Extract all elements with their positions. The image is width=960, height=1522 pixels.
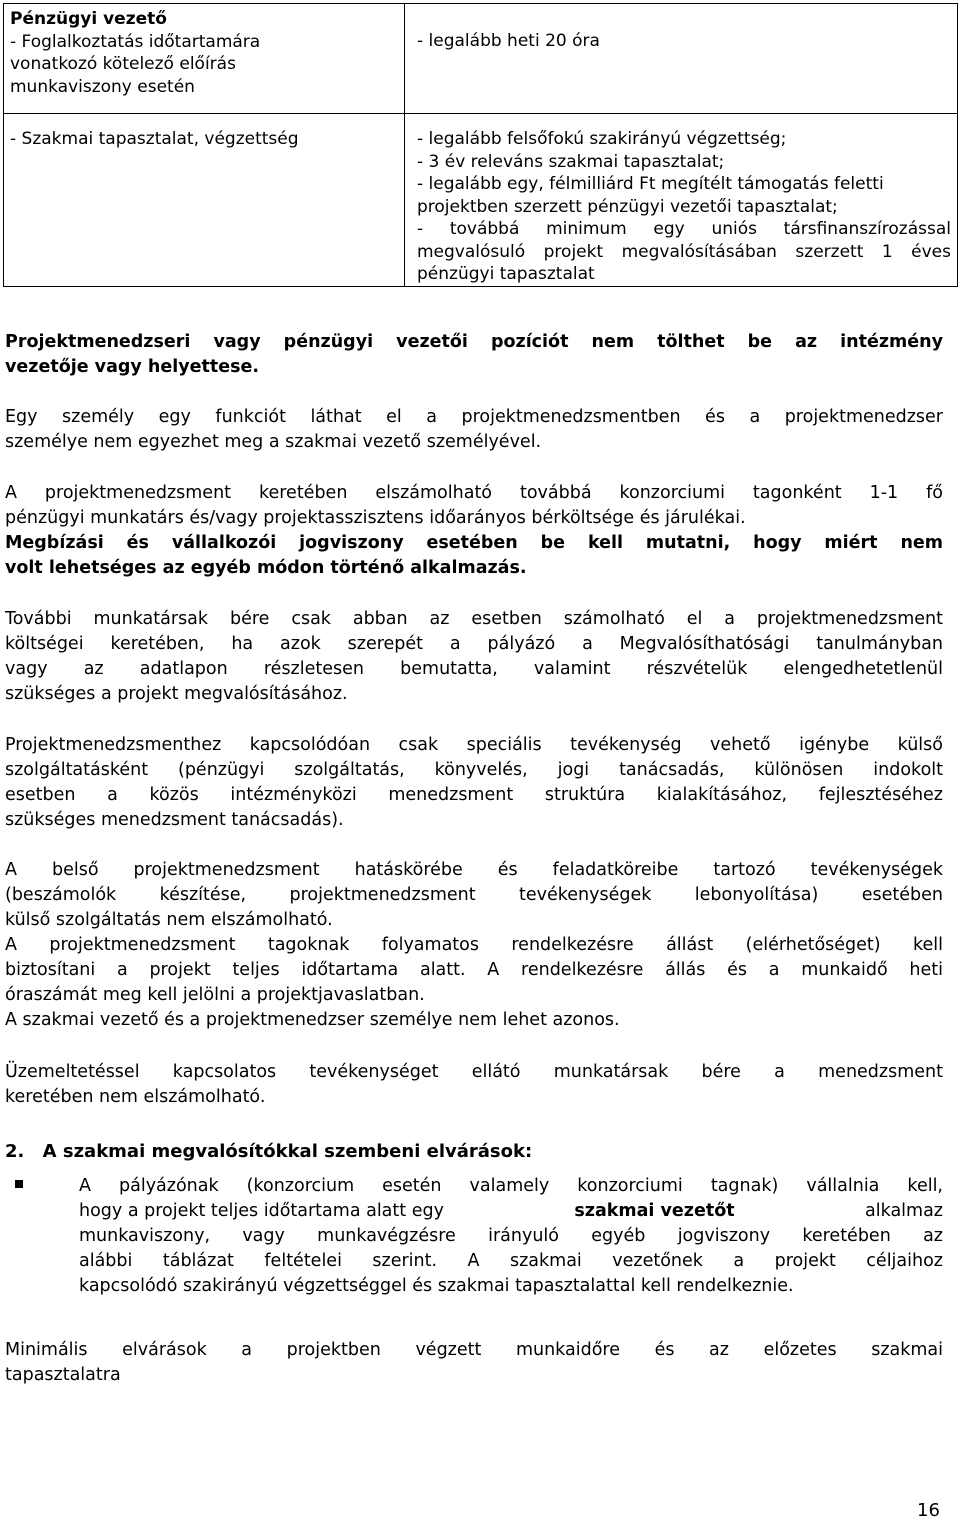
paragraph-line: A szakmai vezető és a projektmenedzser személye nem lehet azonos.	[5, 1010, 620, 1030]
paragraph-line: óraszámát meg kell jelölni a projektjavaslatban.	[5, 985, 425, 1005]
table-cell-line: - továbbá minimum egy uniós társfinanszírozással	[417, 219, 951, 239]
paragraph-line: munkaviszony, vagy munkavégzésre irányuló egyéb jogviszony keretében az	[79, 1226, 943, 1246]
square-bullet-icon	[15, 1180, 23, 1188]
paragraph	[5, 1060, 943, 1110]
paragraph-line: személye nem egyezhet meg a szakmai vezető személyével.	[5, 432, 542, 452]
table-cell-line: munkaviszony esetén	[10, 76, 195, 97]
paragraph-line: külső szolgáltatás nem elszámolható.	[5, 910, 333, 930]
section-number: 2.	[5, 1141, 25, 1162]
table-cell-line: - legalább egy, félmilliárd Ft megítélt támogatás feletti	[417, 174, 884, 194]
paragraph-line: szolgáltatásként (pénzügyi szolgáltatás, könyvelés, jogi tanácsadás, különösen indokolt	[5, 760, 943, 780]
table-cell-line: vonatkozó kötelező előírás	[10, 54, 236, 74]
paragraph-line: alábbi táblázat feltételei szerint. A szakmai vezetőnek a projekt céljaihoz	[79, 1251, 943, 1271]
emphasis-text: szakmai vezetőt	[574, 1201, 735, 1221]
paragraph-line: vagy az adatlapon részletesen bemutatta, valamint részvételük elengedhetetlenül	[5, 659, 943, 679]
table-cell-right	[405, 114, 958, 287]
paragraph-line: (beszámolók készítése, projektmenedzsment tevékenységek lebonyolítása) esetében	[5, 885, 943, 905]
text-span: alkalmaz	[865, 1201, 943, 1221]
paragraph	[5, 405, 943, 455]
bullet-paragraph	[79, 1174, 943, 1299]
paragraph-line: A projektmenedzsment tagoknak folyamatos rendelkezésre állást (elérhetőséget) kell	[5, 935, 943, 955]
table-cell-line: - legalább felsőfokú szakirányú végzettség;	[417, 129, 787, 149]
paragraph-line: Egy személy egy funkciót láthat el a projektmenedzsmentben és a projektmenedzser	[5, 407, 943, 427]
paragraph	[5, 481, 943, 531]
paragraph-line: Projektmenedzseri vagy pénzügyi vezetői pozíciót nem tölthet be az intézmény	[5, 332, 943, 352]
paragraph-line: Üzemeltetéssel kapcsolatos tevékenységet ellátó munkatársak bére a menedzsment	[5, 1062, 943, 1082]
page-number: 16	[917, 1500, 940, 1521]
table-row	[4, 114, 958, 287]
paragraph-line: Projektmenedzsmenthez kapcsolódóan csak speciális tevékenység vehető igénybe külső	[5, 735, 943, 755]
table-title: Pénzügyi vezető	[10, 9, 167, 29]
section-title: A szakmai megvalósítókkal szembeni elvárások:	[42, 1141, 533, 1162]
paragraph-line: költségei keretében, ha azok szerepét a pályázó a Megvalósíthatósági tanulmányban	[5, 634, 943, 654]
paragraph-line: esetben a közös intézményközi menedzsment struktúra kialakításához, fejlesztéséhez	[5, 785, 943, 805]
paragraph	[5, 531, 943, 581]
paragraph-line: szükséges menedzsment tanácsadás).	[5, 810, 344, 830]
paragraph-line: keretében nem elszámolható.	[5, 1087, 266, 1107]
table-cell-line: - Szakmai tapasztalat, végzettség	[10, 129, 299, 149]
section-heading	[5, 1141, 532, 1162]
paragraph-line	[79, 1199, 943, 1224]
paragraph-line: A pályázónak (konzorcium esetén valamely konzorciumi tagnak) vállalnia kell,	[79, 1176, 943, 1196]
table-cell-left	[4, 114, 405, 287]
table-cell-line: - Foglalkoztatás időtartamára	[10, 31, 261, 52]
paragraph-line: A belső projektmenedzsment hatáskörébe és feladatköreibe tartozó tevékenységek	[5, 860, 943, 880]
table-cell-line: - 3 év releváns szakmai tapasztalat;	[417, 151, 725, 172]
text-span: hogy a projekt teljes időtartama alatt egy	[79, 1201, 444, 1221]
paragraph	[5, 330, 943, 380]
paragraph-line: vezetője vagy helyettese.	[5, 357, 260, 377]
paragraph-line: pénzügyi munkatárs és/vagy projektasszisztens időarányos bérköltsége és járulékai.	[5, 508, 746, 528]
table-cell-line: - legalább heti 20 óra	[417, 31, 600, 51]
paragraph	[5, 733, 943, 833]
table-cell-line: megvalósuló projekt megvalósításában szerzett 1 éves	[417, 241, 951, 262]
paragraph-line: biztosítani a projekt teljes időtartama alatt. A rendelkezésre állás és a munkaidő heti	[5, 960, 943, 980]
paragraph-line: Minimális elvárások a projektben végzett munkaidőre és az előzetes szakmai	[5, 1340, 943, 1360]
table-cell-right	[405, 4, 958, 114]
paragraph-line: tapasztalatra	[5, 1365, 121, 1385]
paragraph-line: A projektmenedzsment keretében elszámolható továbbá konzorciumi tagonként 1-1 fő	[5, 483, 943, 503]
paragraph-line: volt lehetséges az egyéb módon történő alkalmazás.	[5, 558, 527, 578]
paragraph-line: szükséges a projekt megvalósításához.	[5, 684, 348, 704]
table-row	[4, 4, 958, 114]
paragraph	[5, 1338, 943, 1388]
paragraph-line: További munkatársak bére csak abban az esetben számolható el a projektmenedzsment	[5, 609, 943, 629]
table-cell-line: projektben szerzett pénzügyi vezetői tapasztalat;	[417, 196, 838, 217]
paragraph	[5, 607, 943, 707]
paragraph-line: kapcsolódó szakirányú végzettséggel és szakmai tapasztalattal kell rendelkeznie.	[79, 1276, 794, 1296]
table-cell-line: pénzügyi tapasztalat	[417, 264, 595, 284]
requirements-table	[3, 3, 958, 287]
paragraph	[5, 858, 943, 1033]
paragraph-line: Megbízási és vállalkozói jogviszony esetében be kell mutatni, hogy miért nem	[5, 533, 943, 553]
table-cell-left	[4, 4, 405, 114]
